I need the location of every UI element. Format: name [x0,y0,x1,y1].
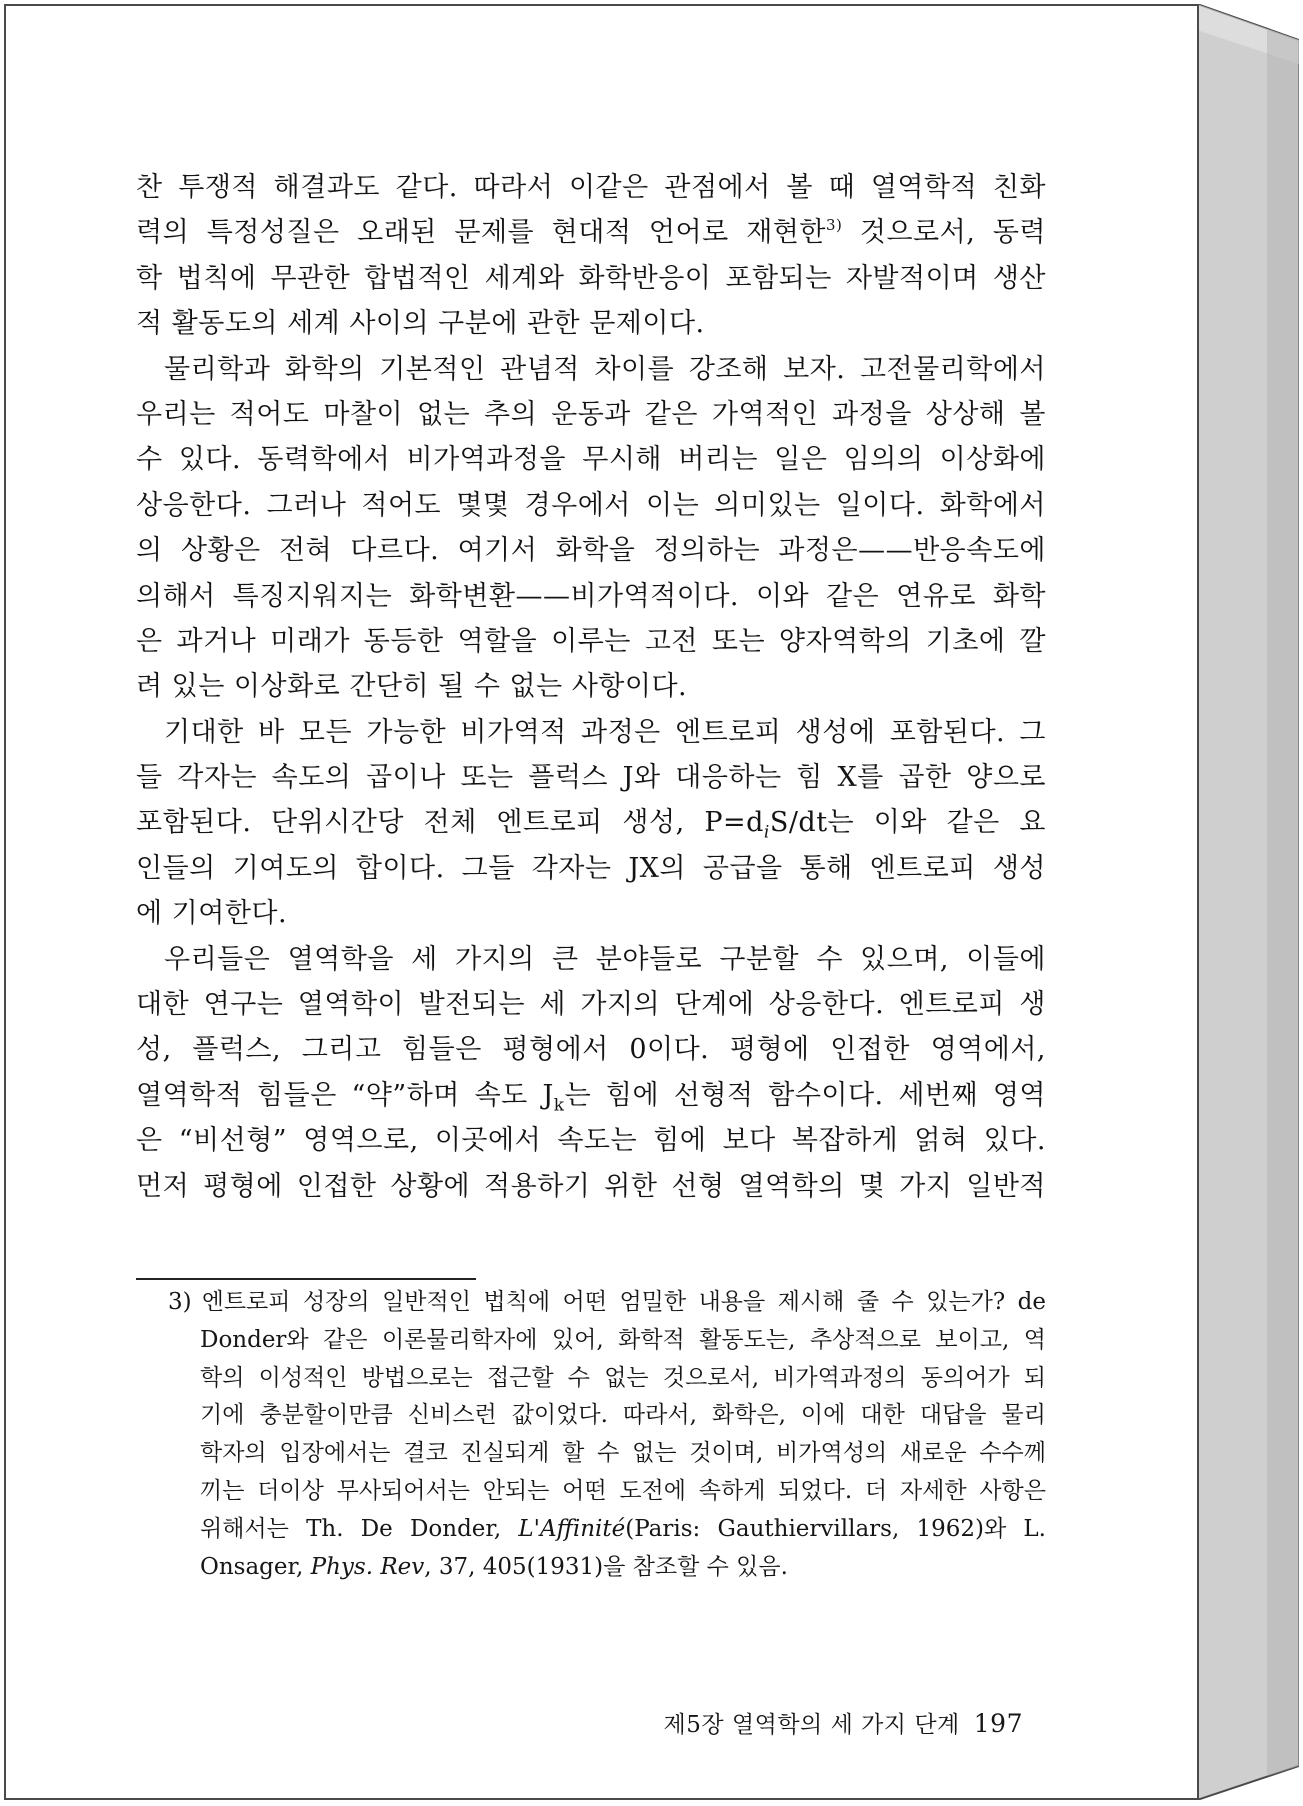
footnote [168,1284,1046,1586]
body-line: 우리들은 열역학을 세 가지의 큰 분야들로 구분할 수 있으며, 이들에 [164,943,1046,975]
body-line: 찬 투쟁적 해결과도 같다. 따라서 이같은 관점에서 볼 때 열역학적 친화 [136,172,1046,203]
body-line: 들 각자는 속도의 곱이나 또는 플럭스 J와 대응하는 힘 X를 곱한 양으로 [136,762,1046,794]
body-line: 에 기여한다. [136,898,288,930]
footnote-line [168,1549,1046,1587]
body-line: 은 과거나 미래가 동등한 역할을 이루는 고전 또는 양자역학의 기초에 깔 [136,625,1046,657]
body-line-text: 열역학적 힘들은 “약”하며 속도 J [136,1079,554,1111]
footnote-text: Onsager, [200,1553,311,1580]
body-line-text: 력의 특정성질은 오래된 문제를 현대적 언어로 재현한 [136,217,826,249]
citation-journal: Phys. Rev [310,1553,425,1580]
footnote-line [168,1511,1046,1549]
footnote-text: 엔트로피 성장의 일반적인 법칙에 어떤 엄밀한 내용을 제시해 줄 수 있는가? de [201,1289,1046,1315]
body-line [136,1073,1046,1118]
body-text [136,165,1046,1209]
book-spine [1197,4,1299,1800]
body-line: 은 “비선형” 영역으로, 이곳에서 속도는 힘에 보다 복잡하게 얽혀 있다. [136,1125,1046,1157]
body-line: 인들의 기여도의 합이다. 그들 각자는 JX의 공급을 통해 엔트로피 생성 [136,852,1046,884]
body-line: 려 있는 이상화로 간단히 될 수 없는 사항이다. [136,671,688,703]
body-line: 학 법칙에 무관한 합법적인 세계와 화학반응이 포함되는 자발적이며 생산 [136,262,1046,294]
footnote-marker: 3) [168,1289,192,1315]
footnote-text: 위해서는 Th. De Donder, [200,1515,519,1542]
running-footer [664,1706,1024,1739]
body-line: 의해서 특징지워지는 화학변환——비가역적이다. 이와 같은 연유로 화학 [136,580,1046,612]
body-line: 적 활동도의 세계 사이의 구분에 관한 문제이다. [136,308,705,340]
footnote-line: 기에 충분할이만큼 신비스런 값이었다. 따라서, 화학은, 이에 대한 대답을 물리 [200,1402,1046,1429]
footnote-line: 학자의 입장에서는 결코 진실되게 할 수 없는 것이며, 비가역성의 새로운 수수께 [200,1440,1046,1467]
body-line-text: 포함된다. 단위시간당 전체 엔트로피 생성, P=d [136,807,764,839]
body-line [136,210,1046,255]
footnote-line [168,1284,1046,1322]
subscript: i [763,822,770,843]
chapter-title: 제5장 열역학의 세 가지 단계 [663,1712,960,1738]
body-line: 대한 연구는 열역학이 발전되는 세 가지의 단계에 상응한다. 엔트로피 생 [136,989,1046,1021]
body-line [136,800,1046,845]
page-number: 197 [973,1709,1023,1738]
footnote-text: , 37, 405(1931)을 참조할 수 있음. [424,1553,788,1580]
body-line: 기대한 바 모든 가능한 비가역적 과정은 엔트로피 생성에 포함된다. 그 [164,716,1046,748]
footnote-reference[interactable]: 3) [825,216,843,235]
body-line: 상응한다. 그러나 적어도 몇몇 경우에서 이는 의미있는 일이다. 화학에서 [136,489,1046,521]
footnote-text: (Paris: Gauthiervillars, 1962)와 L. [625,1515,1046,1542]
footnote-line: 끼는 더이상 무사되어서는 안되는 어떤 도전에 속하게 되었다. 더 자세한 사항은 [200,1477,1046,1504]
body-line-text: 는 힘에 선형적 함수이다. 세번째 영역 [564,1079,1046,1111]
footnote-divider [136,1278,476,1280]
body-line: 수 있다. 동력학에서 비가역과정을 무시해 버리는 일은 임의의 이상화에 [136,444,1046,476]
body-line: 의 상황은 전혀 다르다. 여기서 화학을 정의하는 과정은——반응속도에 [136,535,1046,567]
footnote-line: 학의 이성적인 방법으로는 접근할 수 없는 것으로서, 비가역과정의 동의어가 되 [200,1364,1046,1391]
body-line: 우리는 적어도 마찰이 없는 추의 운동과 같은 가역적인 과정을 상상해 볼 [136,398,1046,430]
body-line: 성, 플럭스, 그리고 힘들은 평형에서 0이다. 평형에 인접한 영역에서, [136,1034,1046,1066]
footnote-line: Donder와 같은 이론물리학자에 있어, 화학적 활동도는, 추상적으로 보이고, 역 [200,1326,1046,1353]
body-line-text: S/dt는 이와 같은 요 [769,807,1046,839]
body-line: 먼저 평형에 인접한 상황에 적용하기 위한 선형 열역학의 몇 가지 일반적 [136,1170,1046,1202]
body-line-text: 것으로서, 동력 [842,217,1046,249]
citation-title: L'Affinité [518,1515,626,1542]
subscript: k [553,1095,565,1116]
body-line: 물리학과 화학의 기본적인 관념적 차이를 강조해 보자. 고전물리학에서 [164,353,1046,385]
